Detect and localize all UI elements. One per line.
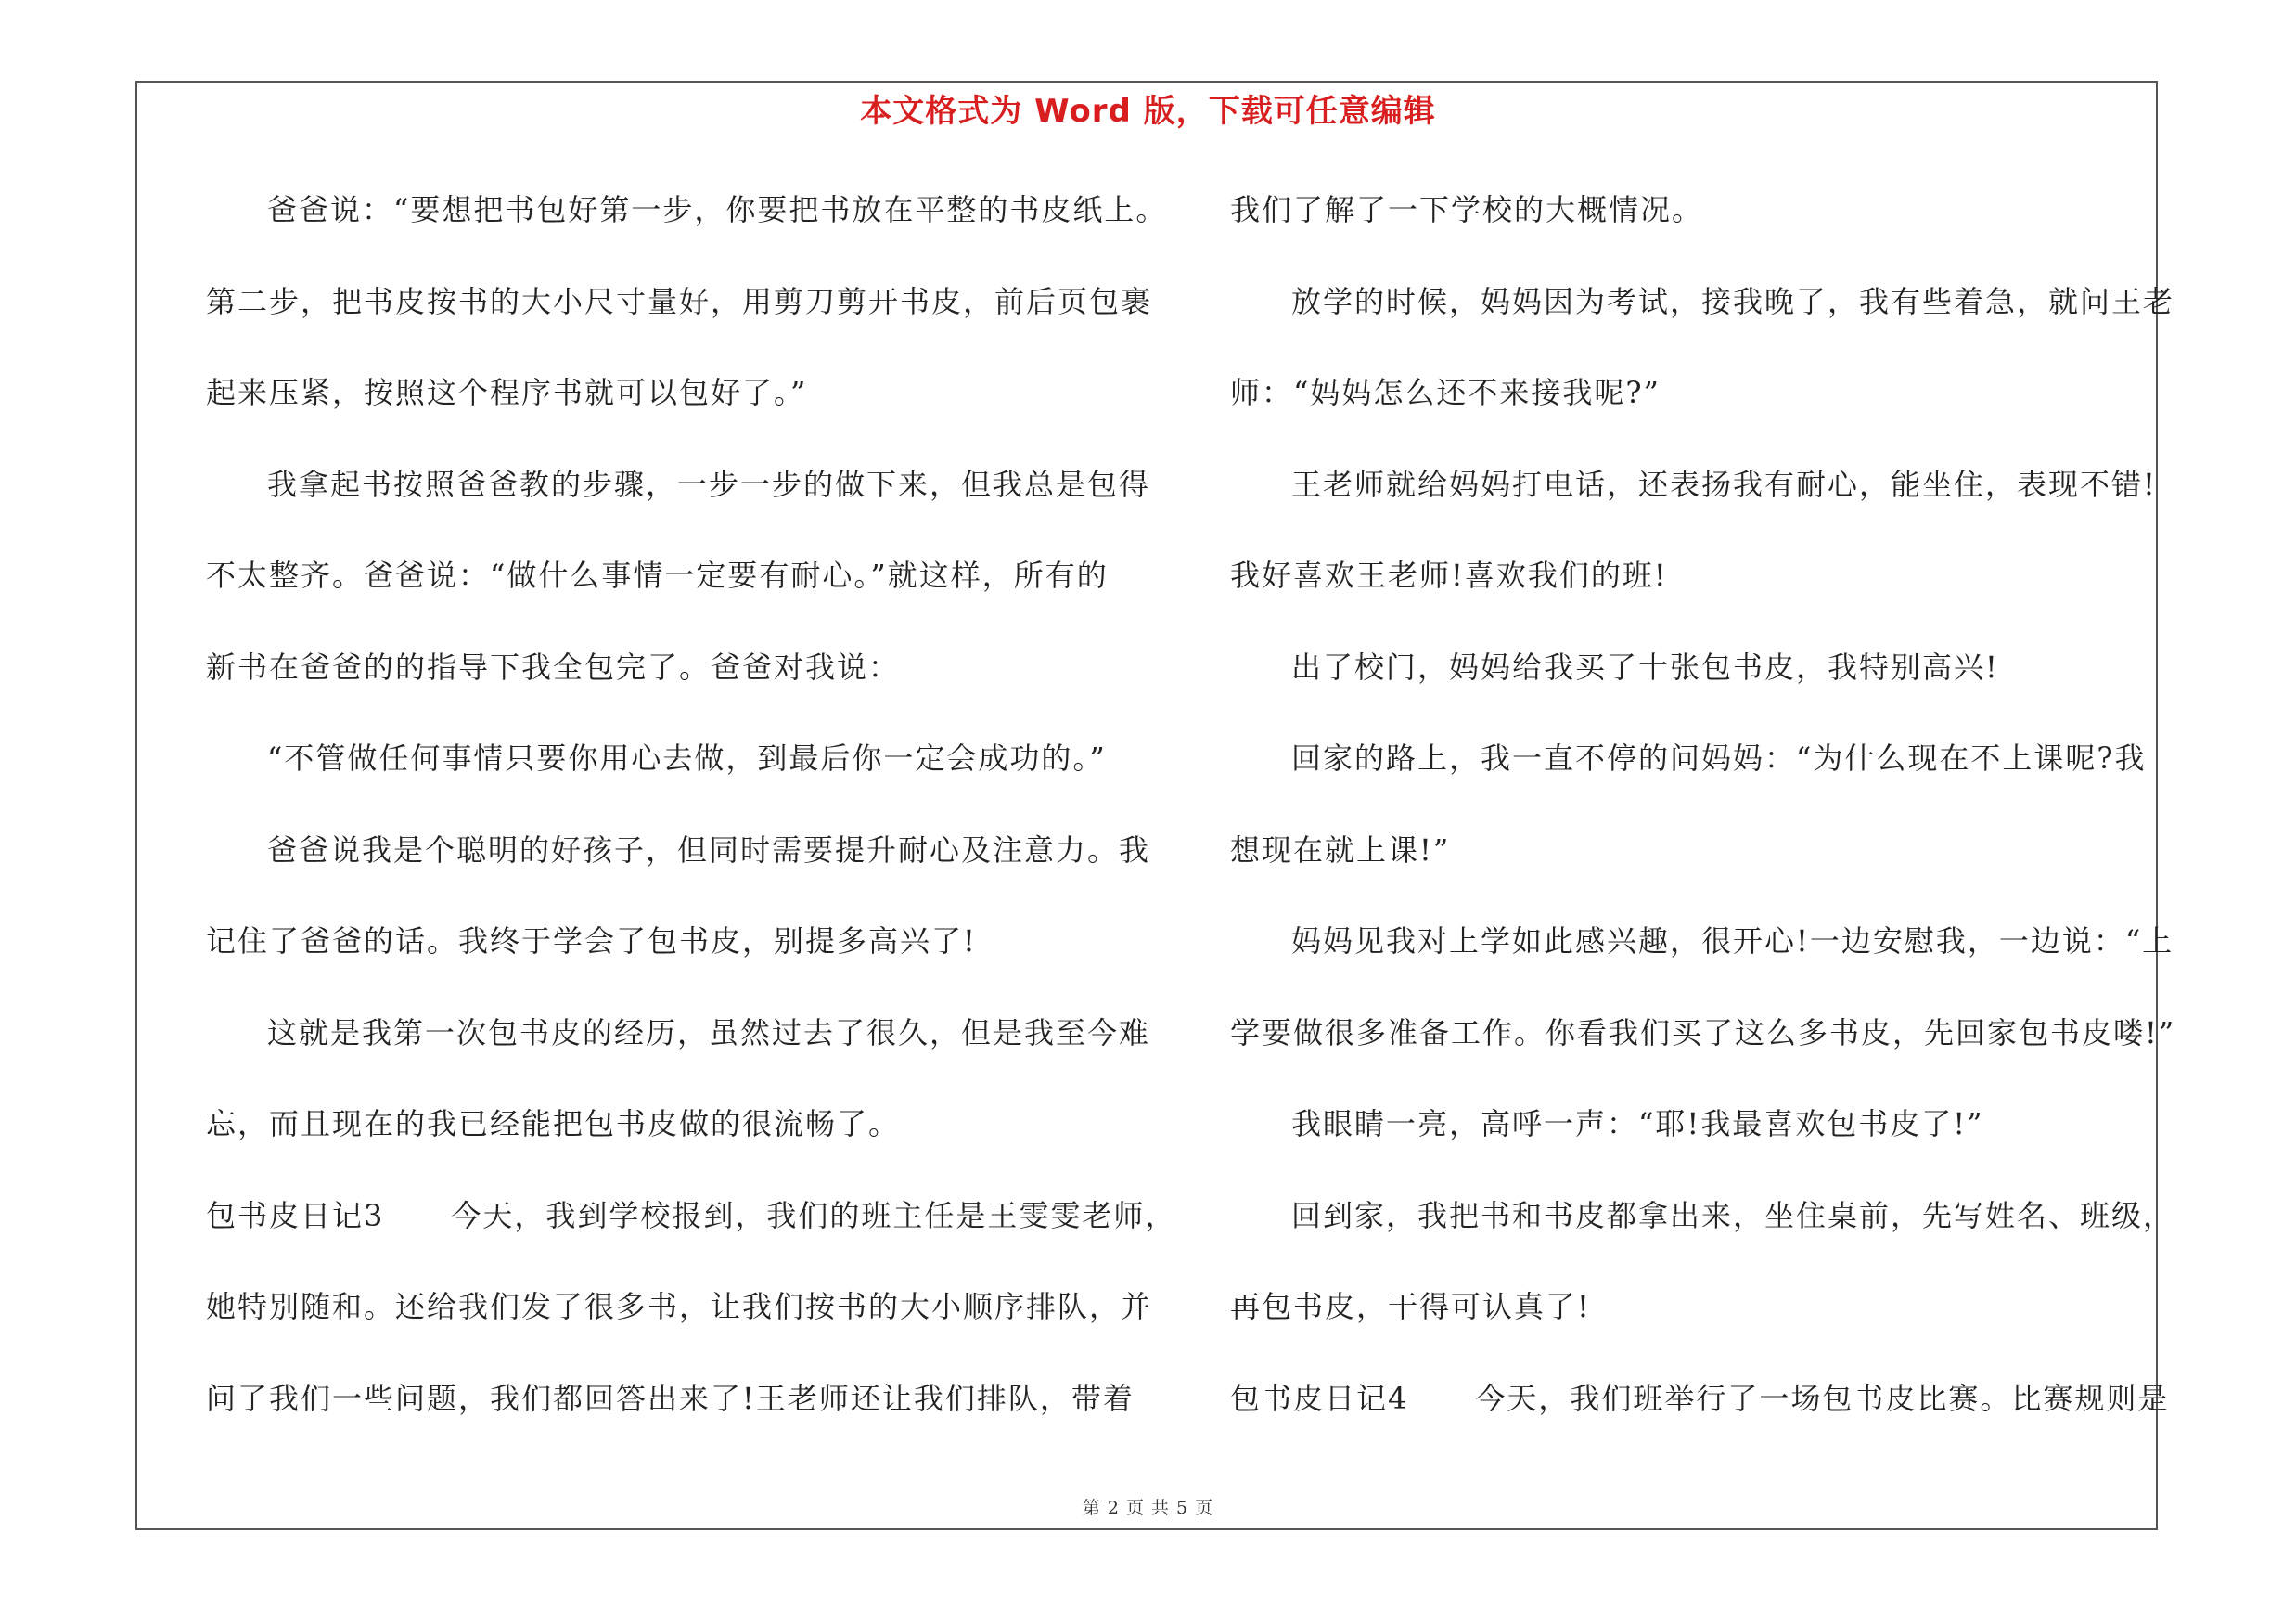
text-line: [1230, 1371, 2170, 1462]
line-text: 我眼睛一亮，高呼一声：“耶!我最喜欢包书皮了!”: [1291, 1106, 1984, 1141]
text-line: [206, 1005, 1151, 1097]
text-line: [206, 457, 1151, 548]
text-line: [1230, 1279, 2158, 1371]
text-line: [1230, 457, 2158, 548]
header-banner: 本文格式为 Word 版，下载可任意编辑: [860, 93, 1436, 130]
line-text: 王老师就给妈妈打电话，还表扬我有耐心，能坐住，表现不错!: [1291, 466, 2157, 502]
text-line: [1230, 822, 2158, 914]
line-text: 今天，我到学校报到，我们的班主任是王雯雯老师，: [451, 1197, 1177, 1233]
line-text: 她特别随和。还给我们发了很多书，让我们按书的大小顺序排队，并: [206, 1289, 1153, 1324]
page-footer: 第 2 页 共 5 页: [1082, 1498, 1214, 1518]
text-line: [206, 822, 1151, 914]
line-text: 再包书皮，干得可认真了!: [1230, 1289, 1591, 1324]
text-line: [206, 547, 1134, 639]
text-line: [1230, 1188, 2175, 1280]
line-text: 忘，而且现在的我已经能把包书皮做的很流畅了。: [206, 1106, 901, 1141]
line-text: 放学的时候，妈妈因为考试，接我晚了，我有些着急，就问王老: [1291, 283, 2175, 319]
text-line: [1230, 182, 2158, 274]
diary-entry-title: 包书皮日记3: [206, 1197, 385, 1233]
line-text: “不管做任何事情只要你用心去做，到最后你一定会成功的。”: [267, 741, 1107, 776]
line-text: 回家的路上，我一直不停的问妈妈：“为什么现在不上课呢?我: [1291, 741, 2147, 776]
text-line: [1230, 365, 2158, 457]
text-line: [206, 730, 1134, 822]
text-line: [206, 274, 1153, 366]
line-text: 第二步，把书皮按书的大小尺寸量好，用剪刀剪开书皮，前后页包裹: [206, 283, 1153, 319]
line-text: 想现在就上课!”: [1230, 831, 1451, 868]
line-text: 起来压紧，按照这个程序书就可以包好了。”: [206, 375, 808, 410]
line-text: 今天，我们班举行了一场包书皮比赛。比赛规则是: [1475, 1380, 2170, 1416]
line-text: 这就是我第一次包书皮的经历，虽然过去了很久，但是我至今难: [267, 1014, 1151, 1050]
text-line: [1230, 547, 2158, 639]
line-text: 爸爸说我是个聪明的好孩子，但同时需要提升耐心及注意力。我: [267, 831, 1151, 868]
text-line: [1230, 274, 2175, 366]
text-line: [1230, 913, 2174, 1005]
line-text: 我好喜欢王老师!喜欢我们的班!: [1230, 558, 1668, 593]
line-text: 出了校门，妈妈给我买了十张包书皮，我特别高兴!: [1291, 649, 1999, 685]
line-text: 师：“妈妈怎么还不来接我呢?”: [1230, 375, 1661, 410]
text-line: [206, 1188, 1177, 1280]
line-text: 新书在爸爸的的指导下我全包完了。爸爸对我说：: [206, 649, 901, 685]
line-text: 记住了爸爸的话。我终于学会了包书皮，别提多高兴了!: [206, 923, 977, 959]
line-text: 学要做很多准备工作。你看我们买了这么多书皮，先回家包书皮喽!”: [1230, 1014, 2176, 1050]
text-line: [206, 365, 1134, 457]
line-text: 我们了解了一下学校的大概情况。: [1230, 192, 1704, 227]
line-text: 爸爸说：“要想把书包好第一步，你要把书放在平整的书皮纸上。: [267, 192, 1168, 227]
text-line: [1230, 730, 2158, 822]
line-text: 不太整齐。爸爸说：“做什么事情一定要有耐心。”就这样，所有的: [206, 558, 1109, 593]
diary-entry-title: 包书皮日记4: [1230, 1380, 1409, 1416]
line-text: 我拿起书按照爸爸教的步骤，一步一步的做下来，但我总是包得: [267, 466, 1151, 502]
text-line: [1230, 1005, 2176, 1097]
text-line: [206, 913, 1134, 1005]
text-line: [206, 1096, 1134, 1188]
text-line: [206, 639, 1134, 731]
text-line: [1230, 1096, 2158, 1188]
text-line: [206, 1371, 1134, 1462]
right-column: [1230, 182, 2176, 1462]
text-line: [1230, 639, 2158, 731]
line-text: 妈妈见我对上学如此感兴趣，很开心!一边安慰我，一边说：“上: [1291, 923, 2174, 959]
line-text: 回到家，我把书和书皮都拿出来，坐住桌前，先写姓名、班级，: [1291, 1197, 2175, 1233]
line-text: 问了我们一些问题，我们都回答出来了!王老师还让我们排队，带着: [206, 1380, 1135, 1416]
text-line: [206, 182, 1168, 274]
left-column: [206, 182, 1177, 1462]
text-line: [206, 1279, 1153, 1371]
